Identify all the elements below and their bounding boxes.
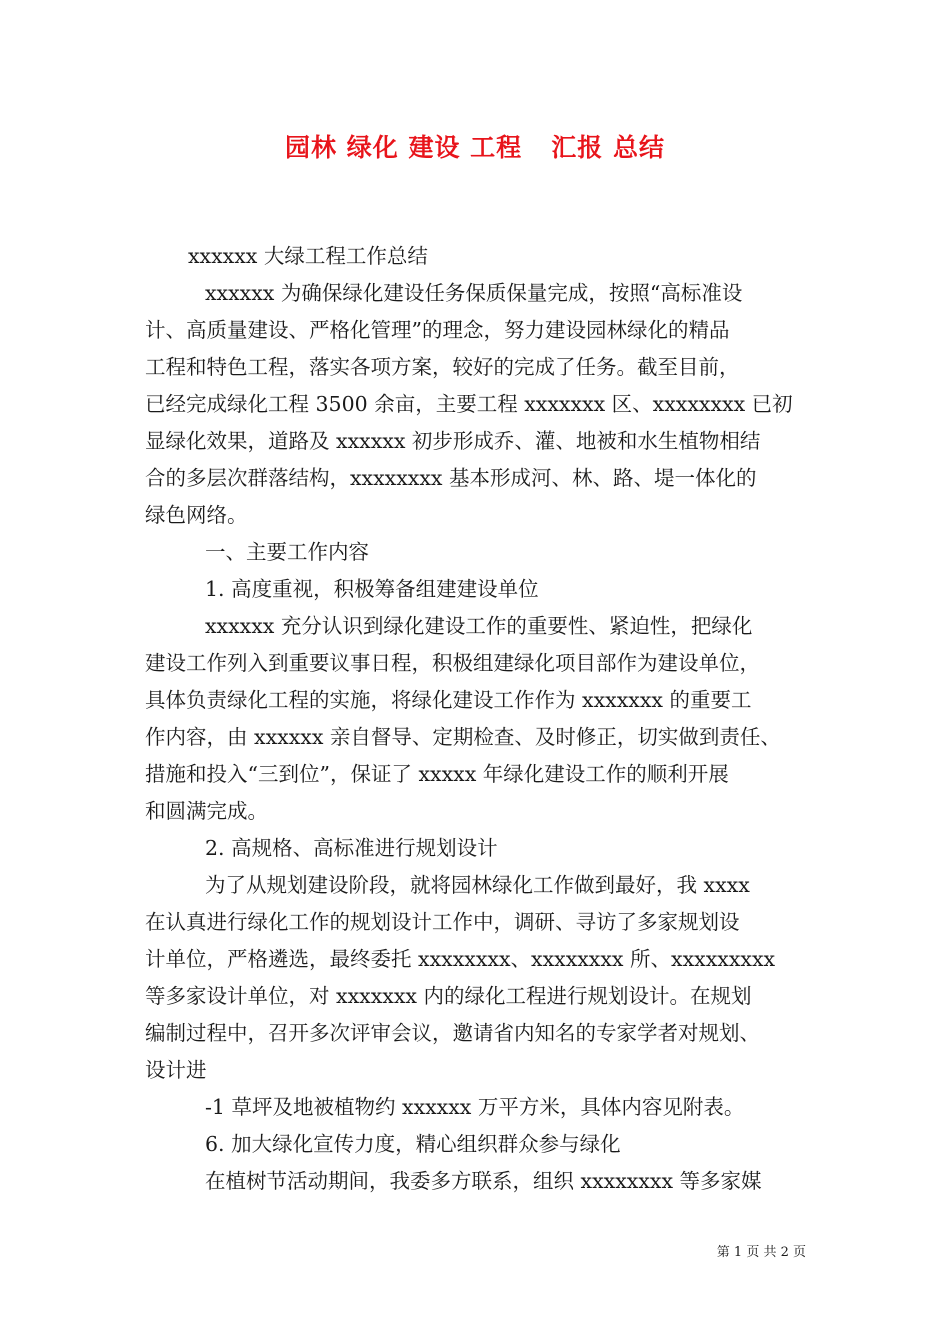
paragraph-line: 在植树节活动期间，我委多方联系，组织 xxxxxxxx 等多家媒: [205, 1169, 762, 1193]
paragraph-line: 已经完成绿化工程 3500 余亩，主要工程 xxxxxxx 区、xxxxxxxx 已初: [145, 392, 793, 416]
paragraph-line: 建设工作列入到重要议事日程，积极组建绿化项目部作为建设单位，: [145, 651, 760, 675]
subheading-1: 1. 高度重视，积极筹备组建建设单位: [205, 577, 539, 601]
paragraph-line: 工程和特色工程，落实各项方案，较好的完成了任务。截至目前，: [145, 355, 740, 379]
subheading-6: 6. 加大绿化宣传力度，精心组织群众参与绿化: [205, 1132, 621, 1156]
paragraph-line: 编制过程中，召开多次评审会议，邀请省内知名的专家学者对规划、: [145, 1021, 760, 1045]
section-heading-main-work: 一、主要工作内容: [205, 540, 369, 564]
paragraph-line: 合的多层次群落结构，xxxxxxxx 基本形成河、林、路、堤一体化的: [145, 466, 757, 490]
paragraph-line: 计、高质量建设、严格化管理”的理念，努力建设园林绿化的精品: [145, 318, 730, 342]
paragraph-line: 绿色网络。: [145, 503, 248, 527]
paragraph-line: 设计进: [145, 1058, 207, 1082]
paragraph-line: 为了从规划建设阶段，就将园林绿化工作做到最好，我 xxxx: [205, 873, 750, 897]
document-title: 园林 绿化 建设 工程 汇报 总结: [285, 133, 665, 162]
paragraph-line: 具体负责绿化工程的实施，将绿化建设工作作为 xxxxxxx 的重要工: [145, 688, 752, 712]
paragraph-line: 在认真进行绿化工作的规划设计工作中，调研、寻访了多家规划设: [145, 910, 740, 934]
paragraph-line: 计单位，严格遴选，最终委托 xxxxxxxx、xxxxxxxx 所、xxxxxxxxx: [145, 947, 776, 971]
paragraph-line: xxxxxx 充分认识到绿化建设工作的重要性、紧迫性，把绿化: [205, 614, 753, 638]
paragraph-line: 作内容，由 xxxxxx 亲自督导、定期检查、及时修正，切实做到责任、: [145, 725, 781, 749]
paragraph-line: xxxxxx 为确保绿化建设任务保质保量完成，按照“高标准设: [205, 281, 743, 305]
subheading-2: 2. 高规格、高标准进行规划设计: [205, 836, 498, 860]
paragraph-line: 措施和投入“三到位”，保证了 xxxxx 年绿化建设工作的顺利开展: [145, 762, 729, 786]
paragraph-line: -1 草坪及地被植物约 xxxxxx 万平方米，具体内容见附表。: [205, 1095, 745, 1119]
paragraph-line: 和圆满完成。: [145, 799, 268, 823]
section-heading-summary: xxxxxx 大绿工程工作总结: [188, 244, 428, 268]
page-number-footer: 第 1 页 共 2 页: [716, 1245, 806, 1260]
paragraph-line: 等多家设计单位，对 xxxxxxx 内的绿化工程进行规划设计。在规划: [145, 984, 752, 1008]
paragraph-line: 显绿化效果，道路及 xxxxxx 初步形成乔、灌、地被和水生植物相结: [145, 429, 761, 453]
document-body: [145, 238, 815, 1200]
